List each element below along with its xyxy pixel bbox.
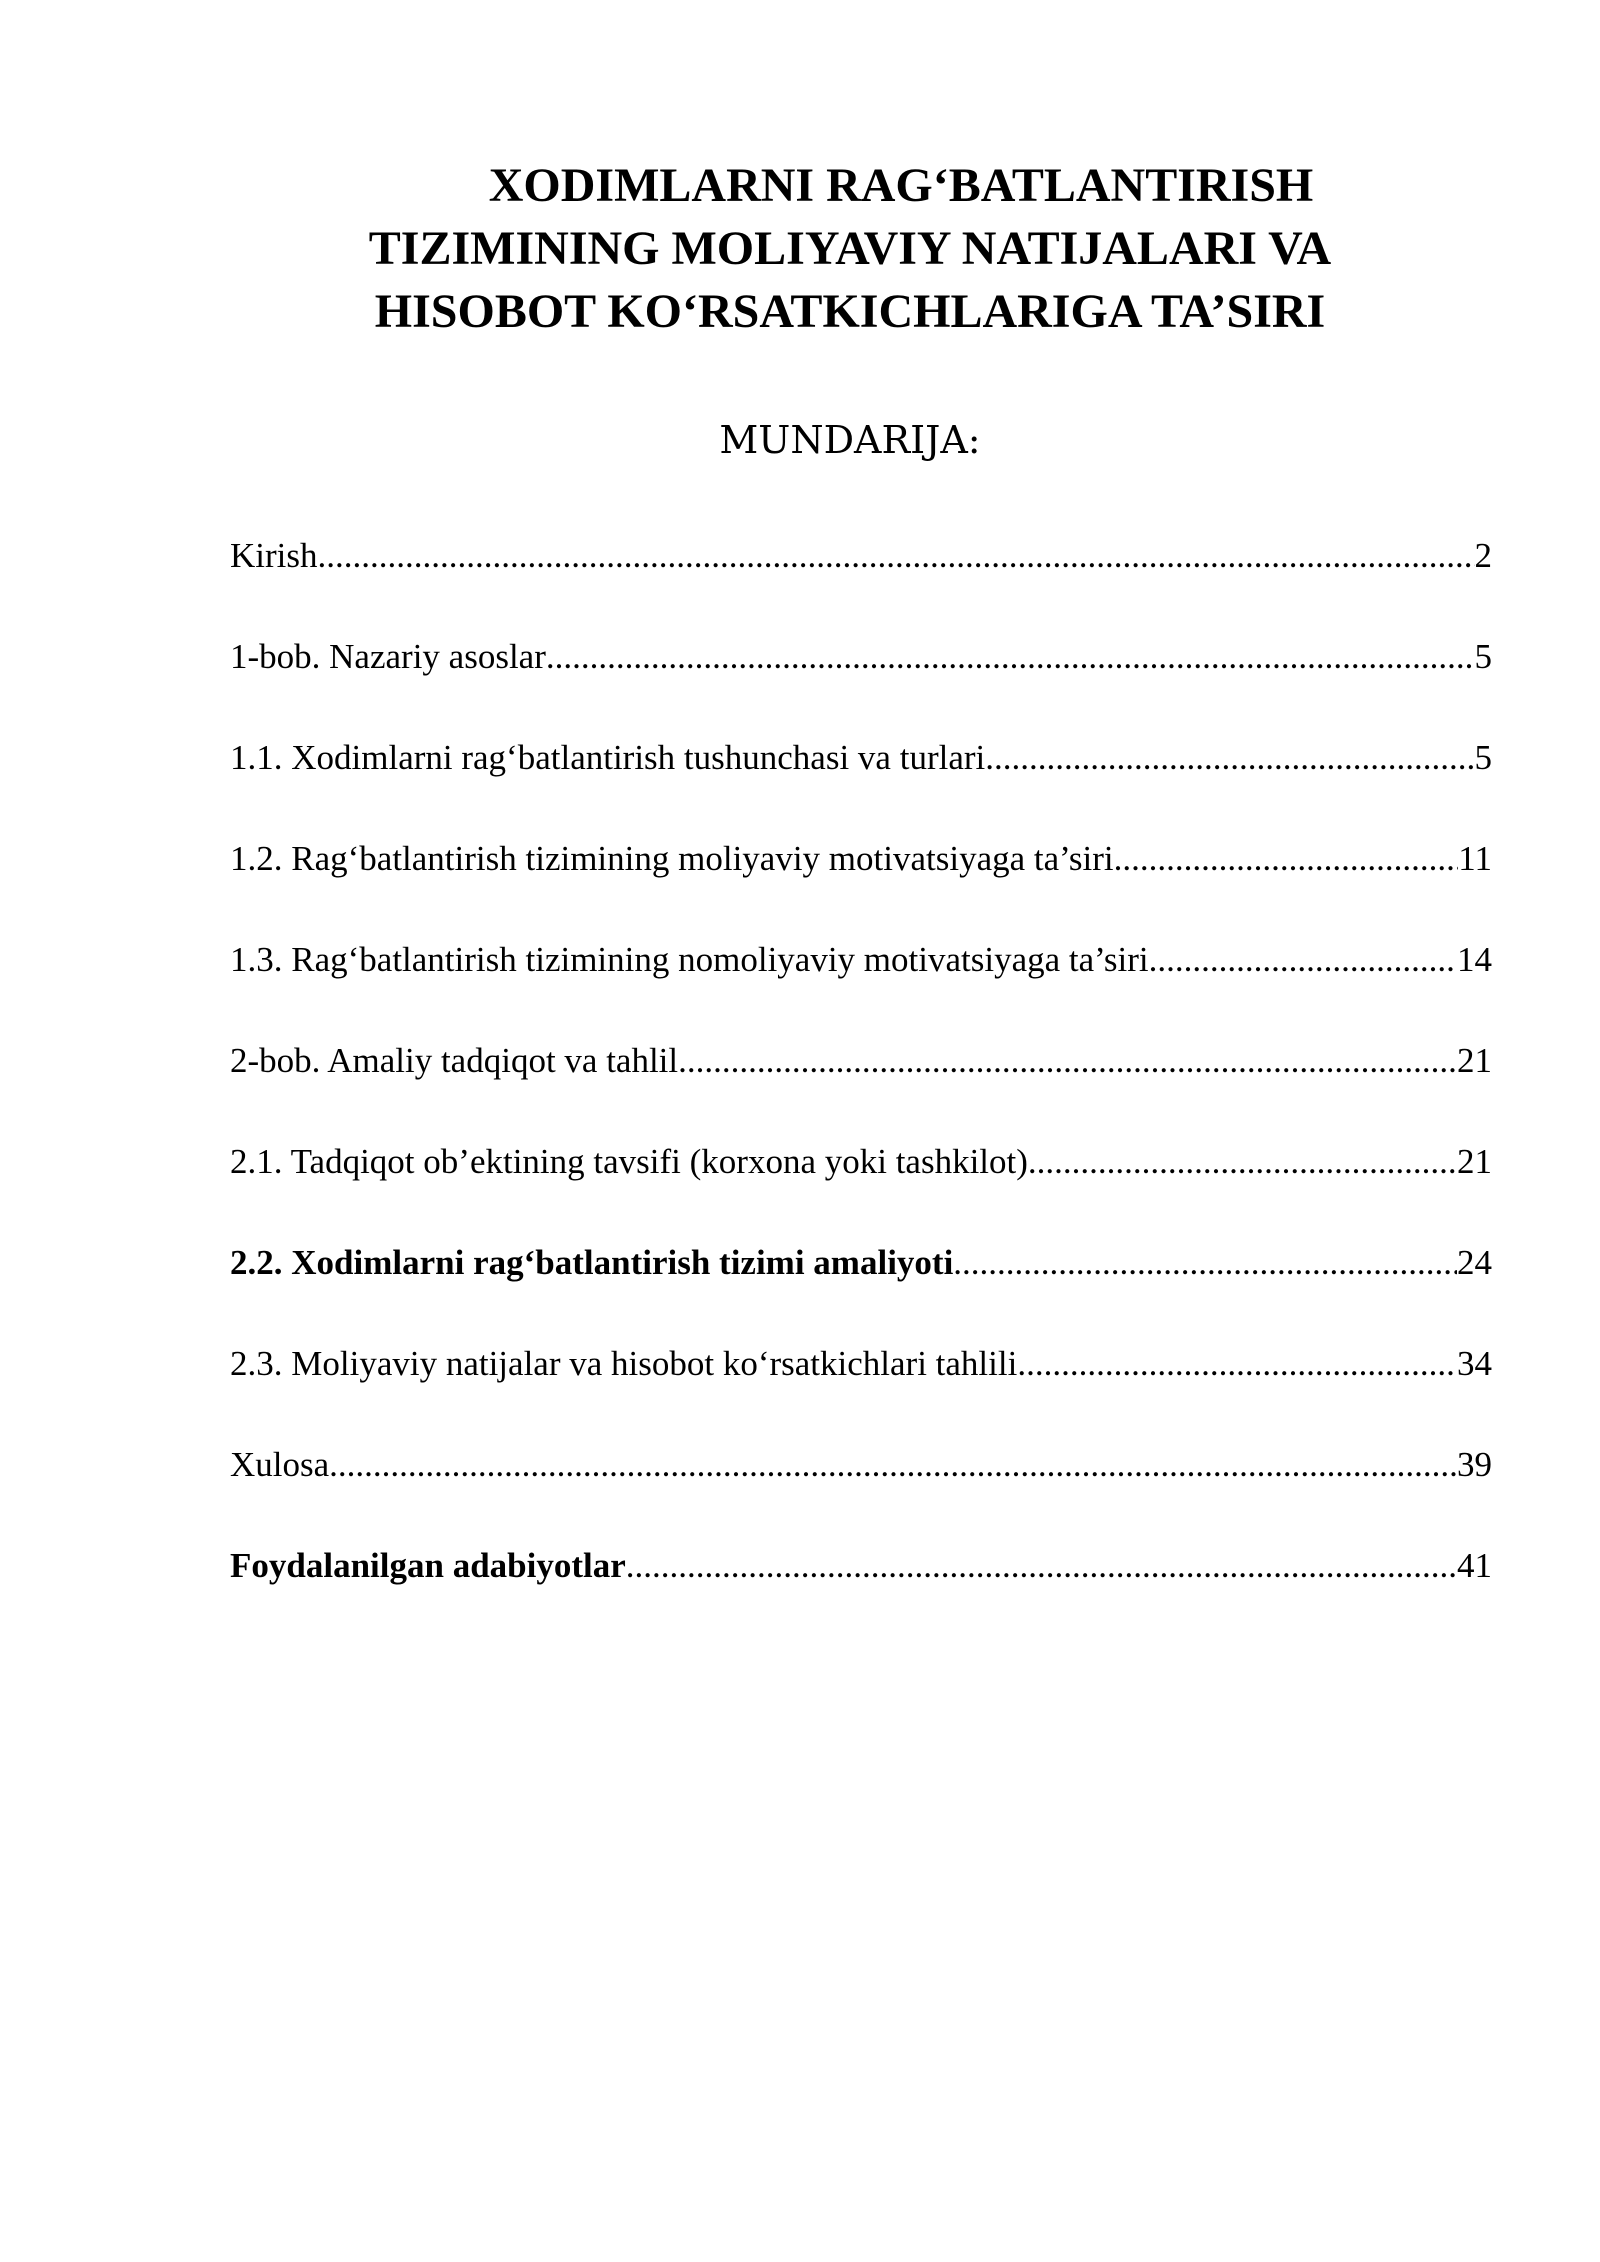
toc-dot-leader (953, 1233, 1457, 1293)
toc-page-number: 5 (1474, 637, 1492, 676)
toc-page-number: 21 (1457, 1041, 1492, 1080)
toc-entry-title: 1-bob. Nazariy asoslar (230, 637, 546, 676)
toc-page-number: 14 (1457, 940, 1492, 979)
toc-page-number: 5 (1474, 738, 1492, 777)
toc-entry-title: Kirish (230, 536, 318, 575)
toc-dot-leader (1149, 930, 1457, 990)
toc-dot-leader (1114, 829, 1459, 889)
document-title-line: XODIMLARNI RAG‘BATLANTIRISH (488, 159, 1314, 212)
toc-entry-title: 2-bob. Amaliy tadqiqot va tahlil (230, 1041, 679, 1080)
document-title-line: HISOBOT KO‘RSATKICHLARIGA TA’SIRI (374, 285, 1326, 338)
toc-entry[interactable] (230, 526, 1492, 627)
toc-dot-leader (985, 728, 1474, 788)
toc-entry[interactable] (230, 1233, 1492, 1334)
toc-dot-leader (318, 526, 1475, 586)
toc-entry-title: 2.1. Tadqiqot ob’ektining tavsifi (korxona yoki tashkilot) (230, 1142, 1028, 1181)
toc-entry[interactable] (230, 829, 1492, 930)
document-title (290, 154, 1410, 343)
toc-page-number: 24 (1457, 1243, 1492, 1282)
toc-entry[interactable] (230, 1334, 1492, 1435)
toc-page-number: 39 (1457, 1445, 1492, 1484)
toc-entry[interactable] (230, 627, 1492, 728)
toc-dot-leader (678, 1031, 1457, 1091)
toc-dot-leader (1028, 1132, 1457, 1192)
toc-page-number: 34 (1457, 1344, 1492, 1383)
toc-entry[interactable] (230, 1031, 1492, 1132)
toc-entry-title: 1.1. Xodimlarni rag‘batlantirish tushunchasi va turlari (230, 738, 986, 777)
toc-dot-leader (626, 1536, 1457, 1596)
toc-dot-leader (1017, 1334, 1457, 1394)
toc-entry-title: 2.3. Moliyaviy natijalar va hisobot ko‘rsatkichlari tahlili (230, 1344, 1018, 1383)
toc-page-number: 41 (1457, 1546, 1492, 1585)
toc-heading: MUNDARIJA: (719, 418, 981, 462)
table-of-contents (230, 526, 1492, 1637)
toc-page-number: 11 (1458, 839, 1492, 878)
toc-entry-title: Xulosa (230, 1445, 330, 1484)
toc-entry[interactable] (230, 1435, 1492, 1536)
document-title-line: TIZIMINING MOLIYAVIY NATIJALARI VA (368, 222, 1332, 275)
toc-entry-title: Foydalanilgan adabiyotlar (230, 1546, 626, 1585)
toc-entry-title: 1.3. Rag‘batlantirish tizimining nomoliyaviy motivatsiyaga ta’siri (230, 940, 1149, 979)
toc-entry[interactable] (230, 1132, 1492, 1233)
toc-entry-title: 1.2. Rag‘batlantirish tizimining moliyaviy motivatsiyaga ta’siri (230, 839, 1114, 878)
toc-dot-leader (329, 1435, 1457, 1495)
toc-page-number: 21 (1457, 1142, 1492, 1181)
toc-entry-title: 2.2. Xodimlarni rag‘batlantirish tizimi amaliyoti (230, 1243, 954, 1282)
toc-entry[interactable] (230, 728, 1492, 829)
toc-entry[interactable] (230, 1536, 1492, 1637)
toc-dot-leader (546, 627, 1475, 687)
toc-page-number: 2 (1474, 536, 1492, 575)
toc-entry[interactable] (230, 930, 1492, 1031)
